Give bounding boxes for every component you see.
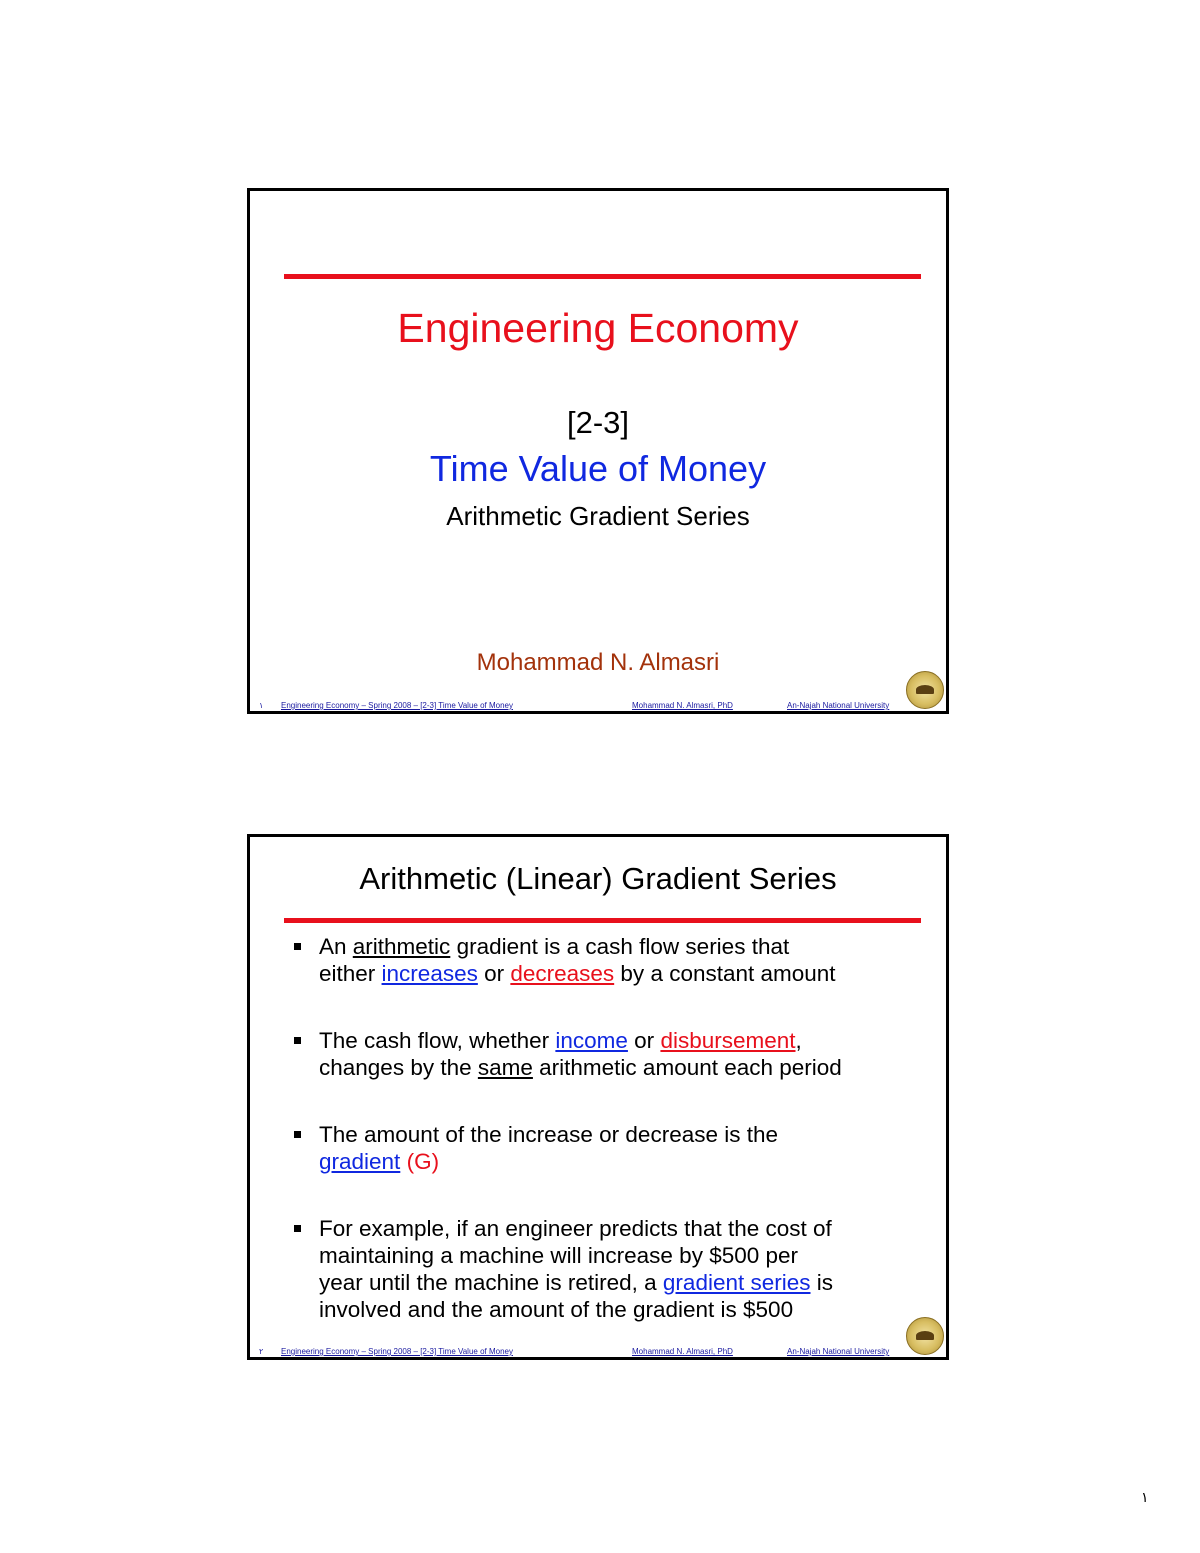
- bullet-text: For example, if an engineer predicts that the cost of: [319, 1216, 832, 1241]
- term-decreases: decreases: [510, 961, 615, 986]
- bullet-text: ,: [795, 1028, 802, 1053]
- lecture-topic: Arithmetic Gradient Series: [446, 501, 750, 531]
- slide-title: Arithmetic (Linear) Gradient Series: [359, 861, 837, 896]
- slide-2: [247, 834, 949, 1360]
- bullet-text: maintaining a machine will increase by $500 per: [319, 1243, 799, 1268]
- term-gradient-series: gradient series: [662, 1270, 811, 1295]
- lecture-code: [2-3]: [566, 405, 630, 440]
- slide-footer: [250, 1344, 946, 1356]
- bullet-text: The amount of the increase or decrease is the: [319, 1122, 779, 1147]
- author-name: Mohammad N. Almasri: [476, 649, 720, 676]
- slide-1: [247, 188, 949, 714]
- slide-number: ١: [259, 701, 264, 710]
- bullet-text: year until the machine is retired, a: [319, 1270, 663, 1295]
- bullet-list: [290, 933, 930, 1323]
- footer-course: Engineering Economy – Spring 2008 – [2-3] Time Value of Money: [281, 701, 513, 710]
- footer-university: An-Najah National University: [787, 701, 890, 710]
- bullet-text: changes by the: [319, 1055, 478, 1080]
- bullet-text: An: [319, 934, 353, 959]
- bullet-text: gradient is a cash flow series that: [450, 934, 790, 959]
- term-income: income: [555, 1028, 628, 1053]
- title-rule: [284, 274, 921, 279]
- bullet-item: [290, 933, 930, 987]
- slide-number: ٢: [259, 1347, 264, 1356]
- footer-university: An-Najah National University: [787, 1347, 890, 1356]
- slide-footer: [250, 698, 946, 710]
- term-arithmetic: arithmetic: [352, 934, 451, 959]
- footer-author: Mohammad N. Almasri, PhD: [632, 701, 733, 710]
- footer-author: Mohammad N. Almasri, PhD: [632, 1347, 733, 1356]
- course-title: Engineering Economy: [397, 305, 799, 351]
- bullet-text: or: [477, 961, 511, 986]
- bullet-text: involved and the amount of the gradient is $500: [319, 1297, 794, 1322]
- term-increases: increases: [381, 961, 478, 986]
- title-rule: [284, 918, 921, 923]
- term-g: (G): [406, 1149, 440, 1174]
- term-disbursement: disbursement: [660, 1028, 796, 1053]
- bullet-text: arithmetic amount each period: [532, 1055, 842, 1080]
- term-same: same: [477, 1055, 533, 1080]
- term-gradient: gradient: [319, 1149, 401, 1174]
- page-number: ١: [1141, 1489, 1149, 1505]
- bullet-text: The cash flow, whether: [319, 1028, 556, 1053]
- footer-course: Engineering Economy – Spring 2008 – [2-3] Time Value of Money: [281, 1347, 513, 1356]
- bullet-text: either: [319, 961, 382, 986]
- bullet-item: [290, 1215, 930, 1323]
- bullet-item: [290, 1027, 930, 1081]
- bullet-text: by a constant amount: [614, 961, 836, 986]
- lecture-title: Time Value of Money: [429, 448, 767, 489]
- bullet-text: or: [627, 1028, 661, 1053]
- bullet-item: [290, 1121, 930, 1175]
- bullet-text: is: [810, 1270, 834, 1295]
